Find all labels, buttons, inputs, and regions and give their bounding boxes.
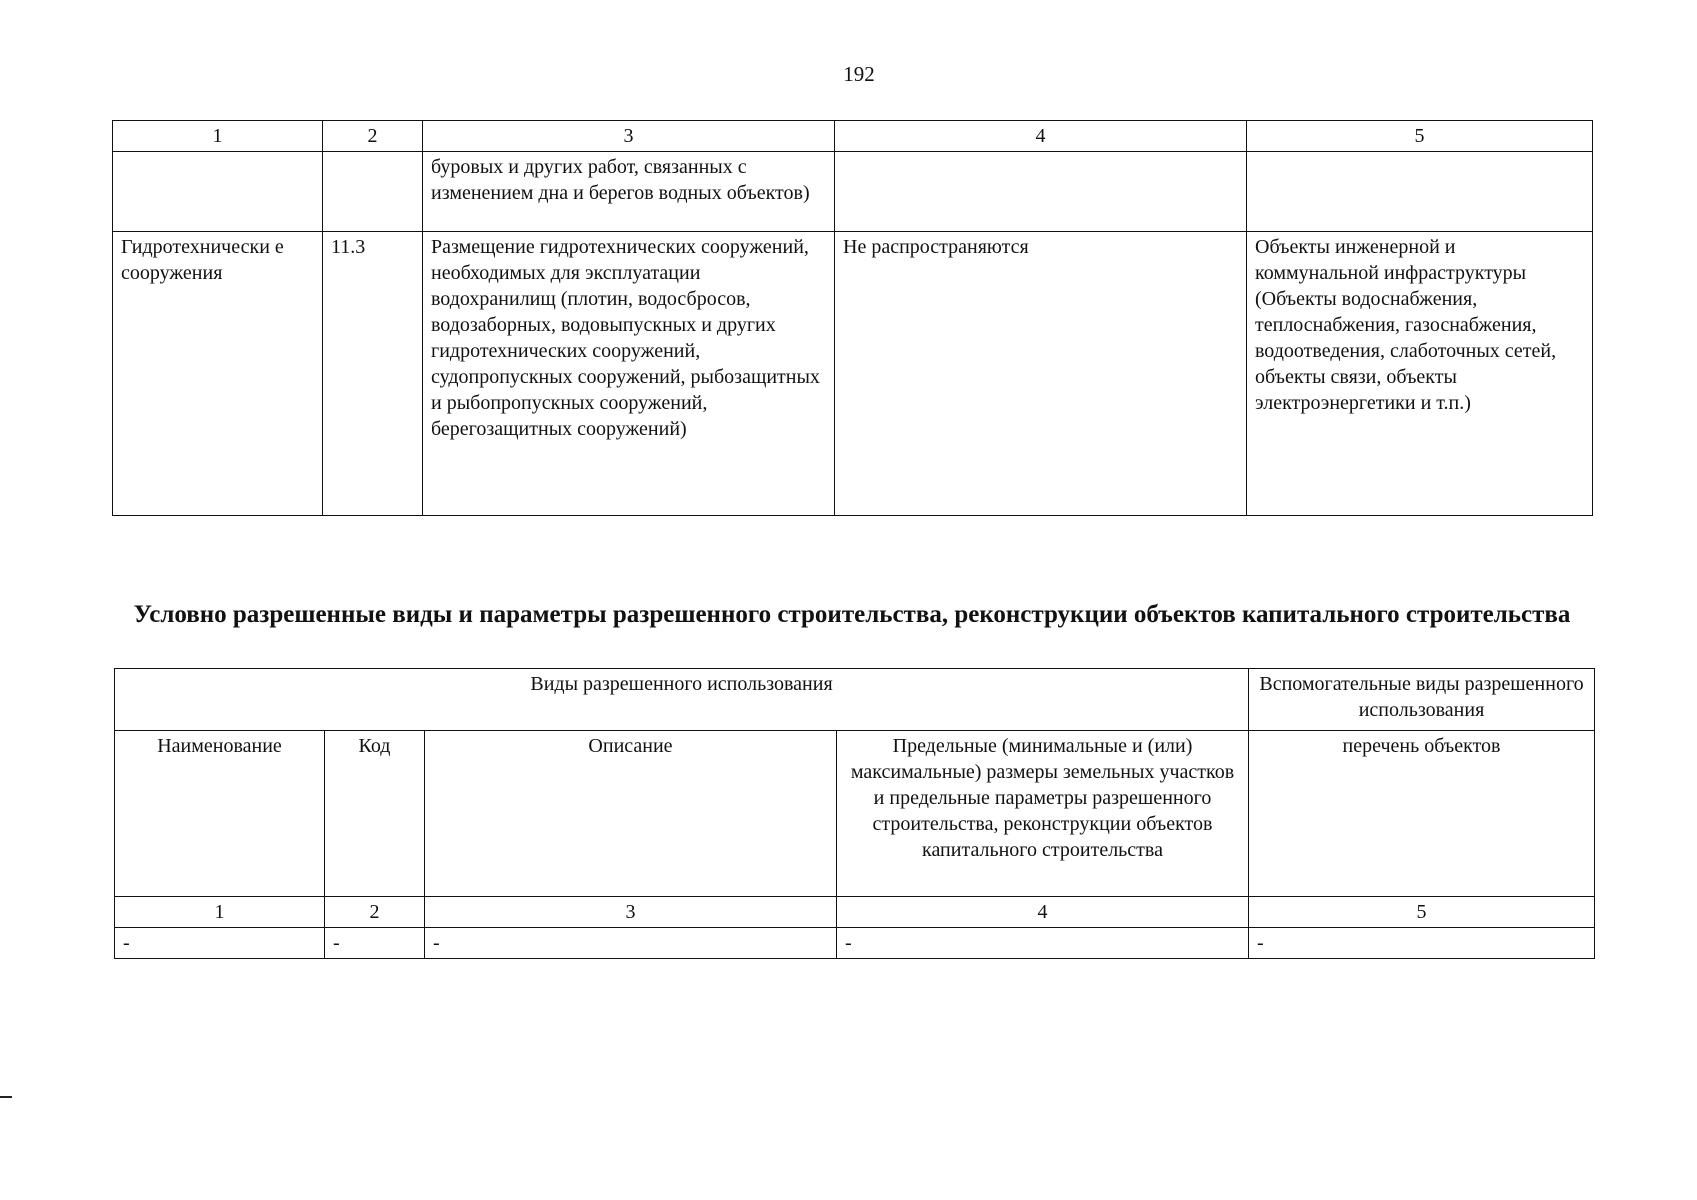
group-header-auxiliary: Вспомогательные виды разрешенного использования (1249, 669, 1595, 731)
header-description: Описание (425, 731, 837, 897)
cell-params: Не распространяются (835, 232, 1247, 516)
col-number-3: 3 (423, 121, 835, 152)
page-number: 192 (843, 62, 875, 86)
header-name: Наименование (115, 731, 325, 897)
col-number-1: 1 (115, 897, 325, 928)
cell-params (835, 152, 1247, 232)
permitted-uses-table-continued (112, 120, 1593, 516)
cell-name: Гидротехнически е сооружения (113, 232, 323, 516)
table-row (115, 928, 1595, 959)
cell-code (323, 152, 423, 232)
cell-auxiliary: - (1249, 928, 1595, 959)
col-number-3: 3 (425, 897, 837, 928)
col-number-5: 5 (1247, 121, 1593, 152)
conditionally-permitted-uses-table (114, 668, 1595, 959)
cell-params: - (837, 928, 1249, 959)
column-number-row (113, 121, 1593, 152)
cell-description: буровых и других работ, связанных с изменением дна и берегов водных объектов) (423, 152, 835, 232)
cell-auxiliary (1247, 152, 1593, 232)
table-row (113, 152, 1593, 232)
col-number-4: 4 (837, 897, 1249, 928)
cell-name (113, 152, 323, 232)
cell-code: - (325, 928, 425, 959)
section-title: Условно разрешенные виды и параметры разрешенного строительства, реконструкции объектов капитального строительства (133, 601, 1571, 628)
col-number-2: 2 (325, 897, 425, 928)
group-header-row (115, 669, 1595, 731)
cell-description: Размещение гидротехнических сооружений, необходимых для эксплуатации водохранилищ (плотин, водосбросов, водозаборных, водовыпускных и других гидротехнических сооружений, судопропускных сооружений, рыбозащитных и рыбопропускных сооружений, берегозащитных сооружений) (423, 232, 835, 516)
margin-mark (0, 1096, 12, 1098)
column-header-row (115, 731, 1595, 897)
col-number-1: 1 (113, 121, 323, 152)
header-auxiliary: перечень объектов (1249, 731, 1595, 897)
col-number-2: 2 (323, 121, 423, 152)
cell-code: 11.3 (323, 232, 423, 516)
cell-description: - (425, 928, 837, 959)
cell-name: - (115, 928, 325, 959)
header-code: Код (325, 731, 425, 897)
cell-auxiliary: Объекты инженерной и коммунальной инфраструктуры (Объекты водоснабжения, теплоснабжения, газоснабжения, водоотведения, слаботочных сетей, объекты связи, объекты электроэнергетики и т.п.) (1247, 232, 1593, 516)
table-row (113, 232, 1593, 516)
col-number-5: 5 (1249, 897, 1595, 928)
group-header-main: Виды разрешенного использования (115, 669, 1249, 731)
column-number-row (115, 897, 1595, 928)
col-number-4: 4 (835, 121, 1247, 152)
header-params: Предельные (минимальные и (или) максимальные) размеры земельных участков и предельные параметры разрешенного строительства, реконструкции объектов капитального строительства (837, 731, 1249, 897)
